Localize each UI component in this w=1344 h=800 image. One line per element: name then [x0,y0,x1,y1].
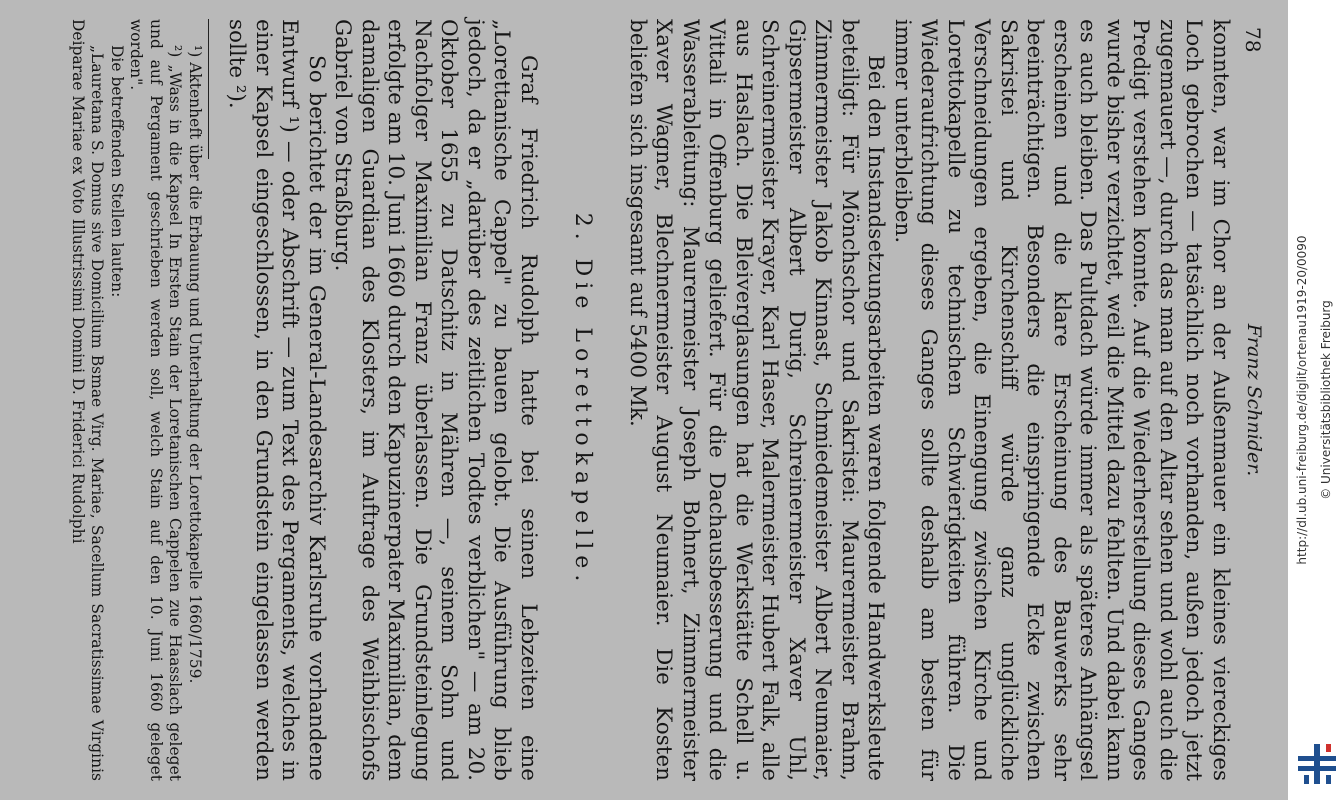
source-url-link[interactable]: http://dl.ub.uni-freiburg.de/diglit/ortenau1919-20/0090 [1295,235,1309,565]
footnote-1: ¹) Aktenheft über die Erbauung und Unterhaltung der Lorettokapelle 1660/1759. [186,45,204,684]
running-title: Franz Schnider. [1243,323,1265,477]
paragraph-1: konnten, war im Chor an der Außenmauer ein kleines viereckiges Loch gebrochen — tatsächlich noch vorhanden, außen jedoch jetzt zugemauert —, durch das man auf den Altar sehen und wohl auch die Predigt verstehen konnte. Auf die Wiederherstellung dieses Ganges wurde bisher verzichtet, weil die Mittel dazu fehlten. Und dabei kann es auch bleiben. Das Pultdach würde immer als späteres Anhängsel erscheinen und die klare Erscheinung des Bauwerks sehr beeinträchtigen. Besonders die einspringende Ecke zwischen Sakristei und Kirchenschiff würde ganz unglückliche Verschneidungen ergeben, die Einengung zwischen Kirche und Lorettokapelle zu technischen Schwierigkeiten führen. Die Wiederaufrichtung dieses Ganges sollte deshalb am besten für immer unterbleiben. [890,19,1233,781]
library-logo-icon [1296,742,1338,786]
footnote-4: „Lauretana S. Domus sive Domicilium Bsmae Virg. Mariae, Sacellum Sacratissimae Virginis Deiparae Mariae ex Voto Illustrissimi Domini D. Friderici Rudolphi [69,19,107,781]
section-heading: 2. Die Lorettokapelle. [570,212,596,588]
page-number: 78 [1241,27,1265,53]
footnotes [68,19,205,781]
paragraph-3: Graf Friedrich Rudolph hatte bei seinen Lebzeiten eine „Lorettanische Cappel" zu bauen gelobt. Die Ausführung blieb jedoch, da er „darüber des zeitlichen Todtes verblichen" — am 20. Oktober 1655 zu Datschitz in Mähren —, seinem Sohn und Nachfolger Maximilian Franz überlassen. Die Grundsteinlegung erfolgte am 10. Juni 1660 durch den Kapuzinerpater Maximilian, dem damaligen Guardian des Klosters, im Auftrage des Weihbischofs Gabriel von Straßburg. [330,19,541,781]
footnote-3: Die betreffenden Stellen lauten: [108,45,126,298]
paragraph-4: So berichtet der im General-Landesarchiv Karlsruhe vorhandene Entwurf ¹) — oder Abschrift — zum Text des Pergaments, welches in einer Kapsel eingeschlossen, in den Grundstein eingelassen werden sollte ²). [224,19,329,781]
body-text [223,19,1233,781]
footnote-rule [208,19,209,159]
footnote-2: ²) „Wass in die Kapsel In Ersten Stain der Loretanischen Cappelen zue Haasslach geleget und auf Pergament geschrieben werden soll, welch Stain auf den 10. Juni 1660 geleget worden". [127,19,185,781]
document-page [9,5,1279,795]
running-head [1233,19,1267,781]
paragraph-2: Bei den Instandsetzungsarbeiten waren folgende Handwerksleute beteiligt: Für Mönchschor und Sakristei: Maurermeister Brahm, Zimmermeister Jakob Kinnast, Schmiedemeister Albert Neumaier, Gipsermeister Albert Durig, Schreinermeister Xaver Uhl, Schreinermeister Krayer, Karl Haser, Malermeister Hubert Falk, alle aus Haslach. Die Bleiverglasungen hat die Werkstätte Schell u. Vittali in Offenburg geliefert. Für die Dachausbesserung und die Wasserableitung: Maurermeister Joseph Bohnert, Zimmermeister Xaver Wagner, Blechnermeister August Neumaier. Die Kosten beliefen sich insgesamt auf 5400 Mk. [625,19,889,781]
copyright-notice: © Universitätsbibliothek Freiburg [1319,300,1333,500]
